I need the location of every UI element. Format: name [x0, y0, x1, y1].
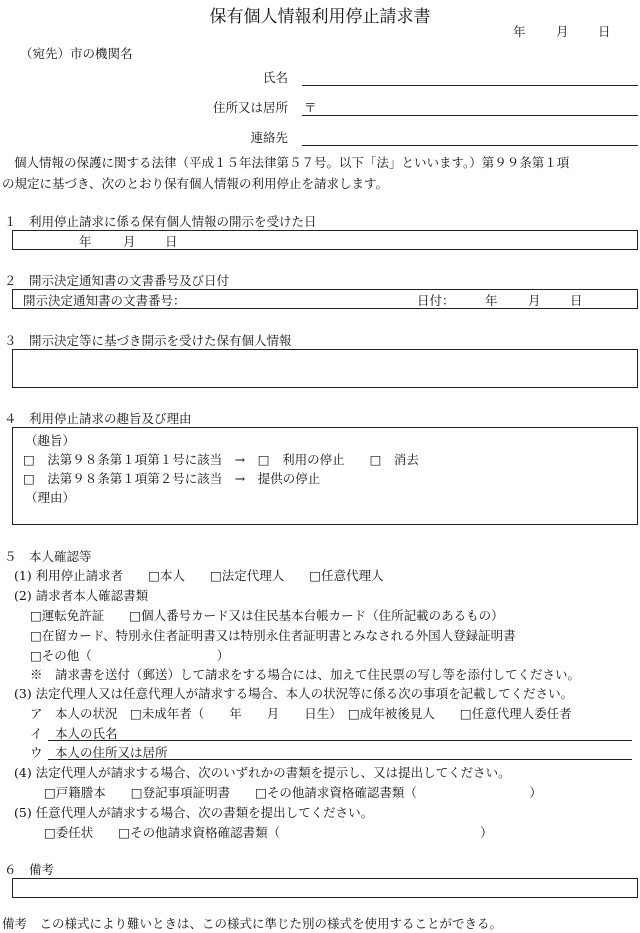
id-document-other[interactable]: □その他（ ）: [30, 648, 230, 663]
principal-status[interactable]: ア 本人の状況 □未成年者（ 年 月 日生） □成年被後見人 □任意代理人委任者: [30, 706, 572, 721]
request-purpose-reason-field[interactable]: [12, 427, 638, 525]
intro-line-1: 個人情報の保護に関する法律（平成１５年法律第５７号。以下「法」といいます。）第９９条第１項: [14, 155, 570, 170]
section-2-heading: ２ 開示決定通知書の文書番号及び日付: [4, 273, 230, 288]
notice-info-field[interactable]: [12, 289, 638, 309]
disclosure-year: 年: [79, 234, 92, 249]
addressee: （宛先）市の機関名: [20, 46, 133, 61]
legal-agent-doc-options[interactable]: □戸籍謄本 □登記事項証明書 □その他請求資格確認書類（ ）: [44, 785, 542, 800]
applicant-name-label: 氏名: [262, 70, 288, 85]
purpose-label: （趣旨）: [25, 433, 76, 448]
id-document-options-a[interactable]: □運転免許証 □個人番号カード又は住民基本台帳カード（住所記載のあるもの）: [30, 608, 504, 623]
principal-name-field[interactable]: [48, 740, 632, 741]
date-year: 年: [513, 24, 526, 39]
purpose-option-1[interactable]: □ 法第９８条第１項第１号に該当 → □ 利用の停止 □ 消去: [23, 452, 419, 467]
section-1-heading: １ 利用停止請求に係る保有個人情報の開示を受けた日: [4, 214, 317, 229]
section-3-heading: ３ 開示決定等に基づき開示を受けた保有個人情報: [4, 333, 292, 348]
date-day: 日: [598, 24, 611, 39]
remarks-field[interactable]: [12, 878, 638, 898]
notice-day: 日: [570, 293, 583, 308]
form-title: 保有個人情報利用停止請求書: [209, 7, 431, 27]
applicant-address-field[interactable]: [302, 115, 638, 116]
disclosure-month: 月: [123, 234, 136, 249]
disclosure-date-field[interactable]: [12, 230, 638, 250]
voluntary-agent-doc-options[interactable]: □委任状 □その他請求資格確認書類（ ）: [44, 825, 493, 840]
footer-note: 備考 この様式により難いときは、この様式に準じた別の様式を使用することができる。: [2, 916, 503, 931]
notice-month: 月: [528, 293, 541, 308]
applicant-address-label: 住所又は居所: [212, 100, 288, 115]
disclosure-day: 日: [165, 234, 178, 249]
notice-date-label: 日付：: [417, 293, 455, 308]
applicant-contact-label: 連絡先: [250, 130, 288, 145]
id-documents-heading: (2) 請求者本人確認書類: [14, 588, 149, 603]
notice-doc-number-label: 開示決定通知書の文書番号：: [23, 293, 186, 308]
intro-line-2: の規定に基づき、次のとおり保有個人情報の利用停止を請求します。: [2, 176, 389, 191]
legal-agent-docs-heading: (4) 法定代理人が請求する場合、次のいずれかの書類を提示し、又は提出してください。: [14, 765, 511, 780]
applicant-name-field[interactable]: [302, 85, 638, 86]
mail-request-note: ※ 請求書を送付（郵送）して請求をする場合には、加えて住民票の写し等を添付してください。: [30, 667, 581, 682]
requester-type[interactable]: (1) 利用停止請求者 □本人 □法定代理人 □任意代理人: [14, 568, 384, 583]
purpose-option-2[interactable]: □ 法第９８条第１項第２号に該当 → 提供の停止: [23, 471, 321, 486]
disclosed-info-field[interactable]: [12, 349, 638, 388]
date-month: 月: [556, 24, 569, 39]
postal-mark: 〒: [304, 100, 317, 115]
principal-address-label: ウ 本人の住所又は居所: [30, 745, 168, 760]
reason-label: （理由）: [25, 490, 76, 505]
agent-request-heading: (3) 法定代理人又は任意代理人が請求する場合、本人の状況等に係る次の事項を記載してください。: [14, 686, 574, 701]
section-6-heading: ６ 備考: [4, 862, 55, 877]
principal-address-field[interactable]: [48, 759, 632, 760]
request-date: [0, 22, 640, 42]
id-document-options-b[interactable]: □在留カード、特別永住者証明書又は特別永住者証明書とみなされる外国人登録証明書: [30, 628, 516, 643]
voluntary-agent-docs-heading: (5) 任意代理人が請求する場合、次の書類を提出してください。: [14, 805, 374, 820]
notice-year: 年: [485, 293, 498, 308]
section-4-heading: ４ 利用停止請求の趣旨及び理由: [4, 411, 192, 426]
applicant-contact-field[interactable]: [302, 145, 638, 146]
principal-name-label: イ 本人の氏名: [30, 726, 118, 741]
section-5-heading: ５ 本人確認等: [4, 549, 92, 564]
